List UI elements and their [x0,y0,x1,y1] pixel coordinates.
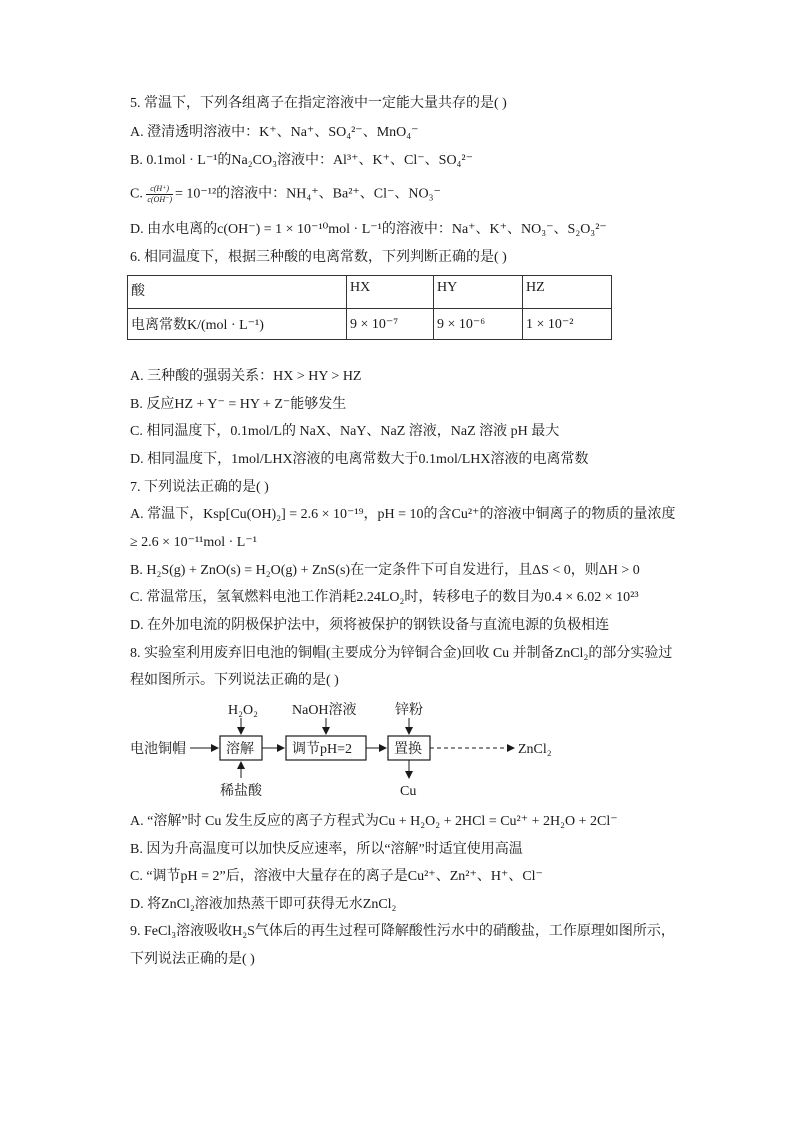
table-cell: 电离常数K/(mol · L⁻¹) [128,309,347,340]
flow-input-h2o2: H₂O₂ [228,703,258,718]
q6-option-c: C. 相同温度下，0.1mol/L的 NaX、NaY、NaZ 溶液，NaZ 溶液 pH 最大 [130,424,560,439]
q5-option-c-numerator: c(H⁺) [146,184,173,195]
q5-option-c-rest: = 10⁻¹²的溶液中：NH₄⁺、Ba²⁺、Cl⁻、NO₃⁻ [175,186,441,202]
flow-input-hcl: 稀盐酸 [220,784,262,799]
q5-option-c-fraction [146,184,173,205]
q6-stem: 6. 相同温度下，根据三种酸的电离常数，下列判断正确的是( ) [130,250,507,265]
q8-option-c: C. “调节pH = 2”后，溶液中大量存在的离子是Cu²⁺、Zn²⁺、H⁺、Cl⁻ [130,869,543,884]
table-cell: 9 × 10⁻⁶ [434,309,523,340]
table-cell: 9 × 10⁻⁷ [347,309,434,340]
q5-option-c [130,184,441,205]
flow-end-label: ZnCl₂ [518,742,552,757]
table-header-row [128,276,612,309]
q7-option-d: D. 在外加电流的阴极保护法中，须将被保护的钢铁设备与直流电源的负极相连 [130,618,610,633]
table-header-cell: 酸 [128,276,347,309]
q8-option-d: D. 将ZnCl₂溶液加热蒸干即可获得无水ZnCl₂ [130,897,397,912]
q6-option-a: A. 三种酸的强弱关系：HX > HY > HZ [130,369,362,384]
q5-option-c-denominator: c(OH⁻) [147,195,172,204]
q9-stem: 9. FeCl₃溶液吸收H₂S气体后的再生过程可降解酸性污水中的硝酸盐，工作原理如图所示， [130,924,675,939]
q5-option-b: B. 0.1mol · L⁻¹的Na₂CO₃溶液中：Al³⁺、K⁺、Cl⁻、SO₄²⁻ [130,153,474,168]
process-flow-diagram [130,700,560,800]
q8-stem: 8. 实验室利用废弃旧电池的铜帽(主要成分为锌铜合金)回收 Cu 并制备ZnCl₂的部分实验过 [130,646,673,661]
q7-option-c: C. 常温常压，氢氧燃料电池工作消耗2.24LO₂时，转移电子的数目为0.4 × 6.02 × 10²³ [130,590,639,605]
table-cell: 1 × 10⁻² [523,309,612,340]
q5-stem: 5. 常温下，下列各组离子在指定溶液中一定能大量共存的是( ) [130,96,507,111]
q6-option-d: D. 相同温度下，1mol/LHX溶液的电离常数大于0.1mol/LHX溶液的电离常数 [130,452,589,467]
table-header-cell: HX [347,276,434,309]
table-header-cell: HZ [523,276,612,309]
ionization-constant-table [127,275,612,340]
q7-option-b: B. H₂S(g) + ZnO(s) = H₂O(g) + ZnS(s)在一定条件下可自发进行，且ΔS < 0，则ΔH > 0 [130,563,640,578]
table-row [128,309,612,340]
q9-stem-continued: 下列说法正确的是( ) [130,952,255,967]
flow-output-cu: Cu [400,784,417,799]
q7-option-a: A. 常温下，Ksp[Cu(OH)₂] = 2.6 × 10⁻¹⁹，pH = 10的含Cu²⁺的溶液中铜离子的物质的量浓度 [130,507,676,522]
q8-option-b: B. 因为升高温度可以加快反应速率，所以“溶解”时适宜使用高温 [130,842,523,857]
flow-box-displace-label: 置换 [394,742,422,757]
flow-start-label: 电池铜帽 [130,742,186,757]
q5-option-c-label: C. [130,186,143,202]
flow-box-dissolve-label: 溶解 [226,742,254,757]
q7-option-a-continued: ≥ 2.6 × 10⁻¹¹mol · L⁻¹ [130,535,257,550]
q5-option-d: D. 由水电离的c(OH⁻) = 1 × 10⁻¹⁰mol · L⁻¹的溶液中：Na⁺、K⁺、NO₃⁻、S₂O₃²⁻ [130,222,607,237]
flow-input-naoh: NaOH溶液 [292,703,357,718]
flow-box-adjust-ph-label: 调节pH=2 [292,742,353,757]
flow-input-zinc: 锌粉 [395,703,423,718]
q6-option-b: B. 反应HZ + Y⁻ = HY + Z⁻能够发生 [130,397,347,412]
q8-stem-continued: 程如图所示。下列说法正确的是( ) [130,673,339,688]
q7-stem: 7. 下列说法正确的是( ) [130,480,269,495]
q5-option-a: A. 澄清透明溶液中：K⁺、Na⁺、SO₄²⁻、MnO₄⁻ [130,125,419,140]
q8-option-a: A. “溶解”时 Cu 发生反应的离子方程式为Cu + H₂O₂ + 2HCl = Cu²⁺ + 2H₂O + 2Cl⁻ [130,814,618,829]
table-header-cell: HY [434,276,523,309]
